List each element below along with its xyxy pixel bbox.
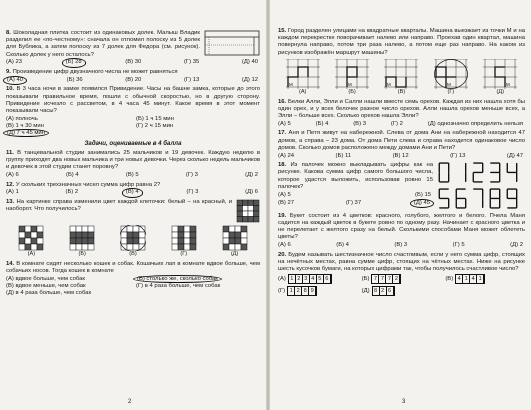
problem-text: Букет состоит из 4 цветков: красного, голубого, желтого и белого. Пчела Маня садится на каждый цветок в букете ровно по одному разу. Начинает с красного цветка и не перелетает с желтого сразу на белый. Сколькими способами Маня может облететь цветы? (278, 212, 525, 241)
option-g[interactable]: (Г) 5 (452, 241, 465, 248)
problem-text: Из палочек можно выкладывать цифры как на рисунке. Какова сумма цифр самого большого числа, которое удастся выложить, использовав ровно 15 палочек? (278, 162, 433, 190)
option-g[interactable]: (Г) 2 (390, 120, 403, 127)
option-d[interactable]: (Д) 12 (241, 76, 258, 83)
option-v[interactable]: (В) (120, 225, 146, 258)
option-d[interactable]: (Д) 7 ч 45 мин (3, 129, 49, 137)
option-v[interactable]: (В) 20 (125, 76, 142, 83)
digit-cell: 7 (386, 275, 393, 283)
option-label: (Д) (361, 287, 370, 294)
route-map-d (483, 59, 517, 89)
option-v[interactable]: (В) 4 (122, 188, 143, 197)
option-a[interactable]: (А) 6 (6, 171, 19, 178)
option-b[interactable]: (Б) 36 (66, 76, 83, 83)
answer-options (278, 242, 525, 249)
option-b[interactable]: M (Б) (335, 59, 369, 96)
problem-number: 18. (278, 162, 287, 169)
option-g[interactable]: (Г) 13 (450, 152, 466, 159)
route-map-b (335, 59, 369, 89)
answer-options (6, 116, 260, 138)
option-a[interactable]: (А) 1 (6, 189, 19, 196)
svg-text:M: M (348, 81, 352, 87)
option-b[interactable]: (Б) 4 (336, 241, 349, 248)
option-v[interactable]: (В) 5 (125, 171, 139, 178)
option-label: (Г) (278, 287, 286, 294)
option-v[interactable]: (В) 3 (353, 120, 366, 127)
digit-cell: 4 (456, 275, 463, 283)
digit-cell: 7 (379, 275, 386, 283)
option-v[interactable]: (В) 27 (278, 199, 295, 206)
problem-text: Будем называть шестизначное число счастливым, если у него сумма цифр, стоящих на нечётных местах, равна сумме цифр, стоящих на чётных местах. Ниже на рисунке шесть кусочков бумаги, на которых цифрами так, чтобы получилось счастливое число? (278, 251, 526, 272)
problem-text: Произведение цифр двузначного числа не может равняться (12, 69, 178, 75)
problem-9 (6, 69, 260, 84)
digit-cell: 2 (393, 275, 400, 283)
answer-options (278, 192, 433, 199)
option-d[interactable]: (Д) 40 (241, 59, 258, 66)
digit-cell: 8 (373, 287, 380, 295)
digits-row-2 (437, 188, 525, 210)
option-b[interactable]: (Б) 28 (62, 58, 86, 67)
route-map-v (384, 59, 418, 89)
option-g[interactable]: (Г) 3 (186, 189, 199, 196)
option-v[interactable]: M (В) (384, 59, 418, 96)
option-d[interactable]: (Д) 6 (245, 189, 258, 196)
option-g[interactable]: (Г) 35 (183, 59, 200, 66)
digit-cell: 2 (296, 275, 303, 283)
option-d[interactable]: (Д) 47 (506, 152, 523, 159)
colored-grid-figure (236, 199, 260, 223)
option-b[interactable]: (Б) 2 (65, 189, 79, 196)
option-d[interactable]: (Д) 2 (510, 241, 523, 248)
digits-row-1 (437, 162, 525, 184)
problem-12 (6, 182, 260, 197)
digit-cell: 6 (387, 287, 394, 295)
option-a[interactable]: (А) 40 (3, 76, 27, 85)
answer-options (6, 189, 260, 196)
route-map-a (286, 59, 320, 89)
digit-cell: 8 (302, 287, 309, 295)
problem-text: Шоколадная плитка состоит из одинаковых долек. Малыш Владик разделил ее «по-честному»: сначала он отломил полоску из 5 долек для Бублика, а затем полоску из 7 долек для Федора (см. рисунок). Сколько долек у него осталось? (6, 30, 201, 58)
paper-cards-figure (278, 274, 525, 296)
problem-text: Город разделен улицами на квадратные кварталы. Машина выезжает из точки М и на каждом перекрестке поворачивает налево или направо. Проехав один квартал, машина повернула направо, потом три раза налево, а потом еще раз направо. На каком из рисунков изображён маршрут машины? (278, 28, 525, 56)
option-d[interactable]: (Д) (222, 225, 248, 258)
digit-cell: 3 (303, 275, 310, 283)
option-v[interactable]: (В) 3 (394, 241, 408, 248)
option-v[interactable]: (В) 30 (125, 59, 142, 66)
option-b[interactable]: (Б) 4 (315, 120, 329, 127)
option-g[interactable]: (Г) в 4 раза больше, чем собак (136, 282, 221, 289)
svg-text:M: M (288, 81, 293, 87)
chocolate-bar-figure (204, 30, 260, 56)
digit-strip (287, 286, 317, 296)
option-label: (Б) (361, 275, 370, 282)
problem-15 (278, 28, 525, 96)
option-g[interactable]: M (Г) (434, 59, 468, 96)
option-g[interactable]: (Г) 2 ч 15 мин (136, 123, 174, 129)
problem-text: На картинке справа изменили цвет каждой клеточки: белый – на красный, и наоборот. Что получилось? (6, 198, 233, 213)
problem-number: 12. (6, 181, 15, 188)
stick-digit-6 (454, 188, 469, 210)
digit-strip (455, 274, 485, 284)
svg-text:M: M (506, 81, 510, 87)
digit-cell: 2 (295, 287, 302, 295)
digit-cell: 1 (477, 275, 484, 283)
stick-digit-2 (471, 162, 486, 184)
problem-text: В танцевальной студии занимались 25 мальчиков и 19 девочек. Каждую неделю в группу приходят два новых мальчика и три новых девочки. Через сколько недель мальчиков и девочек в этой студии станет поровну? (6, 149, 261, 171)
card-option-g[interactable] (278, 286, 358, 296)
grid-option-v (120, 225, 146, 251)
digit-cell: 1 (289, 275, 296, 283)
problem-text: В 3 часа ночи в замке появился Привидение. Часы на башне замка, которые до этого показывали правильное время, пошли с обычной скоростью, но в другую сторону. Привидение исчезло с рассветом, в 4 часа 45 минут. Какое время в этот момент показывали часы? (6, 86, 260, 114)
problem-13 (6, 199, 260, 258)
answer-figures (6, 225, 260, 258)
page-number: 3 (402, 398, 406, 405)
section-heading: Задачи, оцениваемые в 4 балла (84, 139, 182, 147)
option-a[interactable]: (А) 24 (278, 152, 295, 159)
card-option-a[interactable] (278, 274, 358, 284)
problem-8 (6, 30, 260, 67)
option-a[interactable]: M (А) (286, 59, 320, 96)
option-v[interactable]: (В) 12 (392, 152, 409, 159)
stick-digit-3 (488, 162, 503, 184)
answer-options (6, 59, 260, 66)
answer-options (6, 172, 260, 179)
option-v[interactable]: (В) 1 ч 30 мин (6, 123, 44, 129)
option-d[interactable]: (Д) 45 (410, 199, 434, 208)
card-option-v[interactable] (445, 274, 525, 284)
problem-14 (6, 261, 260, 298)
answer-options (278, 121, 525, 128)
problem-text: У скольких трехзначных чисел сумма цифр равна 2? (15, 181, 161, 188)
grid-option-d (222, 225, 248, 251)
problem-text: Белки Алли, Элли и Салли нашли вместе семь орехов. Каждая из них нашла хотя бы один орех, и у всех белочек разное число орехов. Алли нашла орехов меньше всех, а Элли – больше всех. Сколько орехов нашла Элли? (278, 98, 525, 119)
problem-number: 8. (6, 30, 11, 36)
digit-cell: 7 (372, 275, 379, 283)
option-a[interactable]: (А) 23 (6, 59, 23, 66)
option-a[interactable]: (А) вдвое больше, чем собак (6, 275, 85, 282)
problem-number: 14. (6, 260, 15, 267)
problem-number: 20. (278, 251, 287, 258)
stick-digit-9 (505, 188, 520, 210)
digit-cell: 4 (310, 275, 317, 283)
digit-cell: 1 (288, 287, 295, 295)
problem-number: 15. (278, 28, 287, 34)
digit-cell: 9 (309, 287, 316, 295)
stick-digits-figure (437, 162, 525, 210)
option-g[interactable]: (Г) (171, 225, 197, 258)
problem-number: 17. (278, 130, 287, 137)
problem-20 (278, 252, 525, 297)
option-b[interactable]: (Б) столько же, сколько собак (133, 275, 222, 283)
problem-text: В комнате сидят несколько кошек и собак. Кошачьих лап в комнате вдвое больше, чем собачьих носов. Тогда кошек в комнате (6, 260, 260, 274)
option-b[interactable]: (Б) 4 (65, 171, 79, 178)
answer-options (6, 77, 260, 84)
answer-options (278, 153, 525, 160)
option-g[interactable]: (Г) 13 (183, 76, 200, 83)
problem-number: 9. (6, 69, 11, 75)
option-d[interactable]: (Д) 2 (245, 171, 258, 178)
stick-digit-0 (437, 162, 452, 184)
digit-strip (288, 274, 332, 284)
digit-strip (372, 286, 395, 296)
stick-digit-5 (437, 188, 452, 210)
svg-text:M: M (446, 81, 451, 87)
option-g[interactable]: (Г) 3 (185, 171, 198, 178)
stick-digit-4 (505, 162, 520, 184)
option-a[interactable]: (А) 5 (278, 120, 291, 127)
stick-digit-8 (488, 188, 503, 210)
answer-options (6, 276, 260, 298)
option-v[interactable]: (В) вдвое меньше, чем собак (6, 282, 86, 289)
option-label: (А) (278, 275, 286, 282)
problem-17 (278, 130, 525, 159)
problem-18 (278, 162, 525, 210)
card-option-b[interactable] (362, 274, 442, 284)
problem-16 (278, 99, 525, 128)
grid-option-g (171, 225, 197, 251)
option-d[interactable]: M (Д) (483, 59, 517, 96)
route-figures (278, 59, 525, 96)
option-b[interactable]: (Б) 11 (335, 152, 352, 159)
problem-number: 11. (6, 149, 14, 156)
digit-cell: 2 (380, 287, 387, 295)
card-option-d[interactable] (362, 286, 442, 296)
option-label: (В) (445, 275, 454, 282)
grid-option-b (69, 225, 95, 251)
option-a[interactable]: (А) 5 (278, 191, 291, 198)
problem-11 (6, 150, 260, 179)
problem-number: 16. (278, 98, 287, 105)
digit-cell: 6 (324, 275, 331, 283)
problem-number: 10. (6, 86, 15, 93)
digit-strip (371, 274, 401, 284)
page-number: 2 (128, 398, 132, 405)
answer-options-2 (278, 200, 433, 207)
digit-cell: 5 (317, 275, 324, 283)
option-b[interactable]: (Б) (69, 225, 95, 258)
grid-option-a (18, 225, 44, 251)
stick-digit-1 (454, 162, 469, 184)
svg-text:M: M (387, 81, 392, 87)
option-d[interactable]: (Д) однозначно определить нельзя (427, 120, 523, 127)
problem-number: 19. (278, 212, 287, 219)
problem-text: Аня и Петя живут на набережной. Слева от дома Ани на набережной находится 47 домов, а справа – 23 дома. От дома Пети слева и справа находится одинаковое число домов. Сколько домов расположено между домами Ани и Пети? (278, 130, 525, 151)
option-d[interactable]: (Д) в 4 раза больше, чем собак (6, 290, 92, 297)
option-a[interactable]: (А) полночь (6, 115, 38, 122)
option-g[interactable]: (Г) 37 (345, 199, 362, 206)
problem-10 (6, 86, 260, 137)
problem-number: 13. (6, 198, 15, 205)
option-b[interactable]: (Б) 1 ч 15 мин (136, 115, 174, 122)
digit-cell: 1 (463, 275, 470, 283)
route-map-g (434, 59, 468, 89)
option-b[interactable]: (Б) 15 (415, 191, 431, 198)
stick-digit-7 (471, 188, 486, 210)
right-page (270, 0, 531, 410)
problem-19 (278, 213, 525, 250)
option-a[interactable]: (А) 6 (278, 241, 291, 248)
digit-cell: 4 (470, 275, 477, 283)
option-a[interactable]: (А) (18, 225, 44, 258)
